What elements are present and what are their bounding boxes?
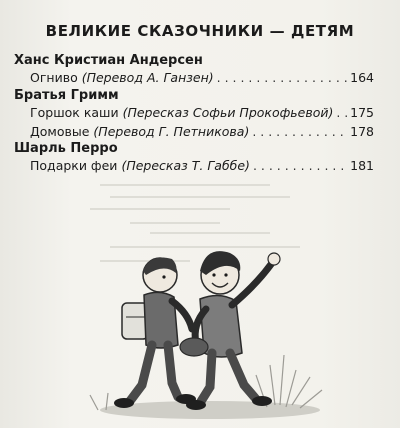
- dot-leader: [336, 105, 347, 120]
- author-heading: Братья Гримм: [14, 88, 119, 103]
- toc-entry[interactable]: [30, 67, 374, 85]
- right-boy: [180, 251, 280, 410]
- entry-translator: (Перевод Г. Петникова): [93, 124, 250, 139]
- author-heading: Ханс Кристиан Андерсен: [14, 53, 203, 68]
- two-boys-illustration: [60, 205, 370, 425]
- dot-leader: [252, 124, 347, 139]
- dot-leader: [253, 158, 347, 173]
- entry-title: Домовые: [30, 124, 90, 139]
- toc-entry[interactable]: [30, 155, 374, 173]
- page-number: 175: [350, 105, 374, 120]
- entry-translator: (Пересказ Т. Габбе): [121, 158, 250, 173]
- entry-title: Огниво: [30, 70, 78, 85]
- entry-translator: (Перевод А. Ганзен): [81, 70, 214, 85]
- page-number: 178: [350, 124, 374, 139]
- entry-title: Подарки феи: [30, 158, 118, 173]
- dot-leader: [217, 70, 348, 85]
- page-number: 164: [350, 70, 374, 85]
- left-boy: [114, 258, 196, 409]
- entry-translator: (Пересказ Софьи Прокофьевой): [122, 105, 334, 120]
- toc-entry[interactable]: [30, 121, 374, 139]
- page-number: 181: [350, 158, 374, 173]
- author-heading: Шарль Перро: [14, 141, 118, 156]
- page-title: ВЕЛИКИЕ СКАЗОЧНИКИ — ДЕТЯМ: [45, 22, 355, 40]
- entry-title: Горшок каши: [30, 105, 119, 120]
- toc-entry[interactable]: [30, 102, 374, 120]
